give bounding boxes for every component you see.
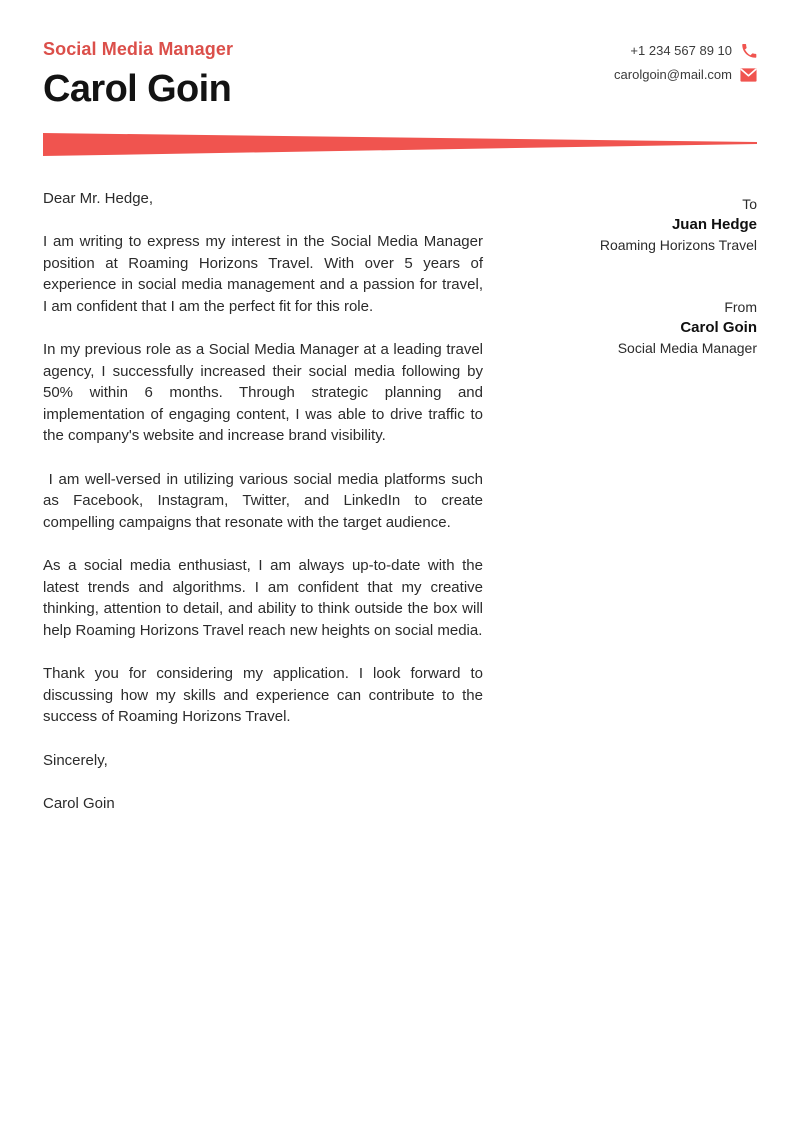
identity-block: [43, 38, 233, 112]
letter-salutation: Dear Mr. Hedge,: [43, 190, 154, 207]
letter-closing: Sincerely,: [43, 751, 108, 769]
contact-phone-text: +1 234 567 89 10: [630, 43, 732, 58]
sender-from-label: From: [724, 299, 757, 315]
letter-paragraph: As a social media enthusiast, I am always up-to-date with the latest trends and algorithms. I am confident that my creative thinking, attention to detail, and ability to think outside the box will help Roaming Horizons Travel reach new heights on social media.: [43, 557, 488, 639]
recipient-column: [557, 188, 757, 358]
contact-block: [614, 38, 757, 83]
recipient-to-name: Juan Hedge: [671, 216, 757, 233]
page-title-name: Carol Goin: [43, 68, 232, 110]
letter-paragraph: I am well-versed in utilizing various social media platforms such as Facebook, Instagram, Twitter, and LinkedIn to create compelling campaigns that resonate with the target audience.: [43, 470, 488, 531]
sender-from-group: [557, 297, 757, 358]
phone-icon: [740, 42, 757, 59]
envelope-icon: [740, 66, 757, 83]
contact-email-row[interactable]: [614, 66, 757, 83]
contact-email-text: carolgoin@mail.com: [614, 67, 732, 82]
recipient-to-organization: Roaming Horizons Travel: [599, 237, 757, 253]
letter-paragraph: Thank you for considering my application. I look forward to discussing how my skills and experience can contribute to the success of Roaming Horizons Travel.: [43, 665, 488, 725]
accent-divider: [0, 128, 800, 162]
recipient-to-label: To: [742, 196, 757, 212]
letter-signature: Carol Goin: [43, 794, 115, 812]
contact-phone-row[interactable]: [630, 42, 757, 59]
letter-paragraph: In my previous role as a Social Media Manager at a leading travel agency, I successfully increased their social media following by 50% within 6 months. Through strategic planning and implementation of engaging content, I was able to drive traffic to the company's website and increase brand visibility.: [43, 341, 488, 444]
document-header: [0, 0, 800, 112]
letter-paragraph: I am writing to express my interest in the Social Media Manager position at Roaming Horizons Travel. With over 5 years of experience in social media management and a passion for travel, I am confident that I am the perfect fit for this role.: [43, 233, 488, 315]
sender-from-name: Carol Goin: [680, 319, 757, 336]
sender-from-role: Social Media Manager: [617, 340, 757, 356]
document-body: [0, 162, 800, 814]
page-title-job: Social Media Manager: [43, 39, 234, 59]
recipient-to-group: [557, 194, 757, 255]
letter-column: [43, 188, 488, 814]
